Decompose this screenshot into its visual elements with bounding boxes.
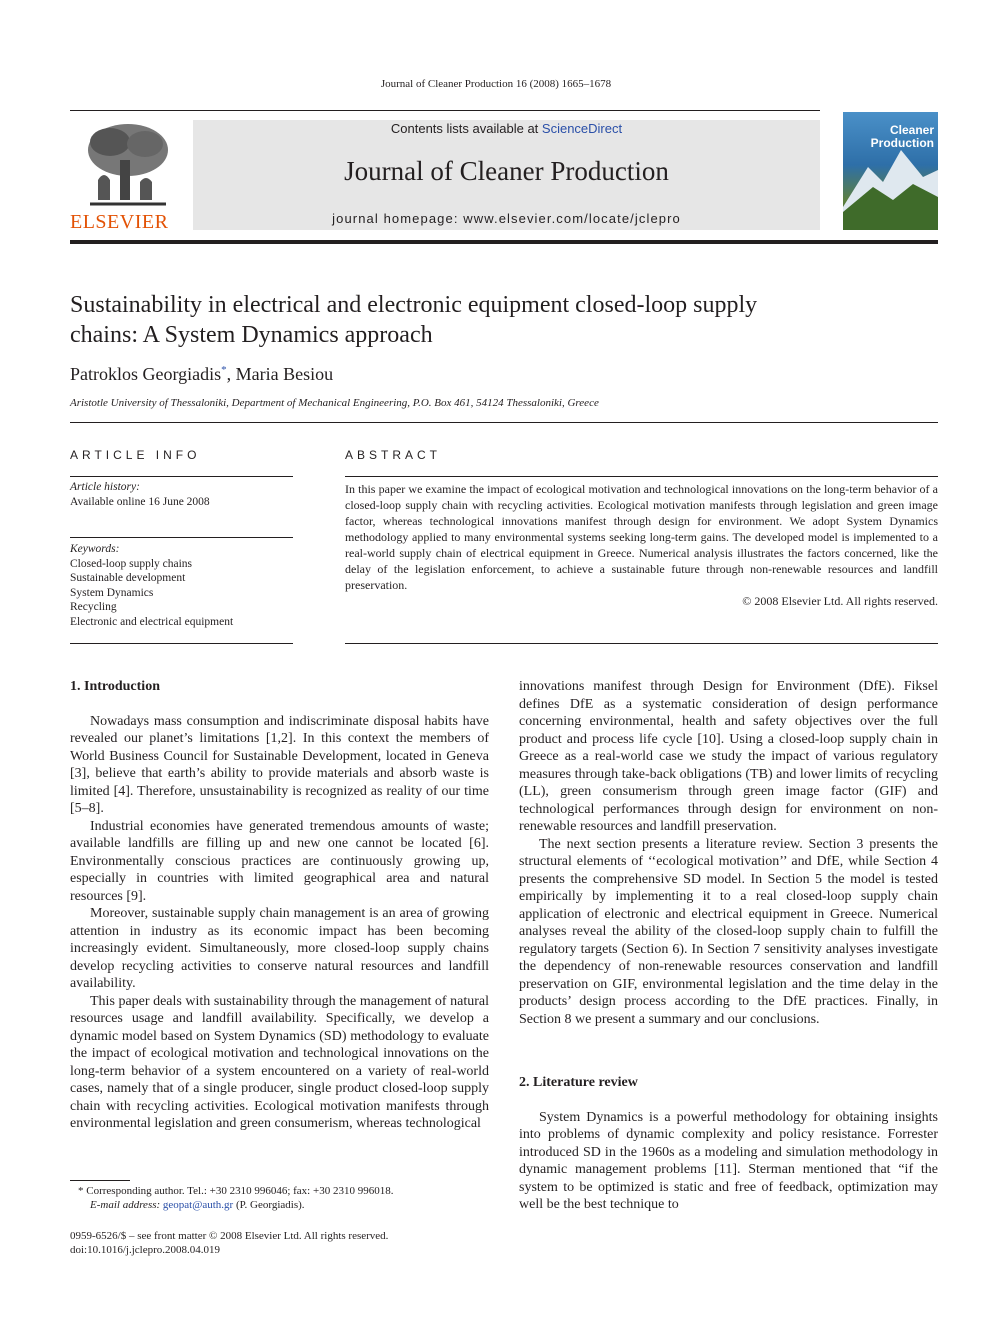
email-label: E-mail address: [90, 1199, 161, 1211]
section-heading-introduction: 1. Introduction [70, 679, 160, 694]
abstract-copyright: © 2008 Elsevier Ltd. All rights reserved. [742, 594, 938, 608]
body-paragraph: innovations manifest through Design for Environment (DfE). Fiksel defines DfE as a systematic consideration of design performance concerning environmental, health and safety objectives over the full product and process life cycle [10]. Using a closed-loop supply chain in Greece as a real-world case we study the impact of various regulatory measures through take-back obligations (TB) and lower limits of recycling (LL), green consumerism through green image factor (GIF) and technological performances through design for environment on non-renewable resources and landfill preservation. [519, 679, 938, 834]
journal-title: Journal of Cleaner Production [344, 156, 669, 186]
section-heading-literature: 2. Literature review [519, 1075, 638, 1090]
right-column [519, 678, 938, 1028]
footnote-corresponding [78, 1184, 498, 1212]
keyword-item: Sustainable development [70, 572, 186, 584]
info-bottom-rule [70, 643, 293, 644]
author-name: , Maria Besiou [226, 364, 334, 384]
abstract-text: In this paper we examine the impact of ecological motivation and technological innovations on the long-term behavior of a closed-loop supply chain with recycling activities. Ecological motivation manifests through legislation and green image factor, whereas technological innovations manifest through design for environment. We adopt System Dynamics methodology applied to many environmental systems seeking long-term gains. The developed model is implemented to a real-world supply chain of electrical equipment in Greece. Numerical analysis illustrates the factors concerned, like the delay of the legislation enforcement, to achieve a sustainable future through non-renewable resources and landfill preservation. [345, 482, 938, 592]
front-matter [70, 1229, 490, 1257]
elsevier-tree-icon [70, 120, 180, 210]
article-history [70, 480, 293, 509]
literature-section [519, 1074, 938, 1214]
contents-line [193, 121, 820, 136]
abstract-rule [345, 476, 938, 477]
keyword-item: Electronic and electrical equipment [70, 615, 234, 628]
journal-homepage[interactable]: journal homepage: www.elsevier.com/locate/jclepro [332, 211, 681, 226]
keywords-block [70, 542, 293, 629]
body-paragraph: System Dynamics is a powerful methodology for obtaining insights into problems of dynamic complexity and policy resistance. Forrester introduced SD in the 1960s as a modeling and simulation methodology in dynamic management problems [11]. Sterman mentioned that “if the system to be optimized is static and free of feedback, optimization may well be the best technique to [519, 1109, 938, 1212]
abstract-bottom-rule [345, 643, 938, 644]
keywords-rule [70, 537, 293, 538]
history-label: Article history: [70, 481, 140, 493]
article-title [70, 290, 870, 350]
body-paragraph: This paper deals with sustainability through the management of natural resources usage and landfill availability. Specifically, we develop a dynamic model based on System Dynamics (SD) methodology to evaluate the impact of ecological motivation and technological innovations on the long-term behavior of a system encountered on a variety of real-world cases, namely that of a single producer, single product closed-loop supply chain with recycling activities. Ecological motivation manifests through environmental legislation and green consumerism, whereas technological [70, 993, 489, 1131]
email-link[interactable]: geopat@auth.gr [162, 1199, 234, 1211]
body-paragraph: The next section presents a literature review. Section 3 presents the structural elements of ‘‘ecological motivation’’ and DfE, while Section 4 presents the comprehensive SD model. In Section 5 the model is tested empirically by implementing it to a real closed-loop supply chain application of electronic and electrical equipment in Greece. Numerical analyses reveal the ability of the closed-loop supply chain to fulfill the regulatory targets (Section 6). In Section 7 sensitivity analyses investigate the dependency of non-renewable resources conservation and landfill preservation on GIF, environmental legislation and the time delay in the products’ design process according to the DfE practices. Finally, in Section 8 we present a summary and our conclusions. [519, 836, 938, 1027]
email-line [78, 1198, 498, 1212]
email-suffix: (P. Georgiadis). [233, 1199, 305, 1211]
header-rule [70, 110, 820, 111]
elsevier-wordmark: ELSEVIER [70, 211, 169, 233]
body-paragraph: Nowadays mass consumption and indiscriminate disposal habits have revealed our planet’s limitations [1,2]. In this context the members of World Business Council for Sustainable Development, located in Geneva [3], believe that earth’s ability to provide materials and absorb waste is limited [4]. Therefore, unsustainability is recognized as reality of our time [5–8]. [70, 713, 489, 816]
journal-cover-image[interactable] [843, 112, 938, 230]
footnote-rule [70, 1180, 130, 1181]
elsevier-logo[interactable] [70, 120, 180, 232]
keyword-item: System Dynamics [70, 586, 154, 599]
header-thick-rule [70, 240, 938, 244]
author-list [70, 364, 333, 385]
affiliation: Aristotle University of Thessaloniki, Department of Mechanical Engineering, P.O. Box 461, 54124 Thessaloniki, Greece [70, 397, 599, 409]
keyword-item: Closed-loop supply chains [70, 557, 193, 570]
keyword-item: Recycling [70, 601, 117, 613]
abstract [345, 481, 938, 609]
body-paragraph: Moreover, sustainable supply chain management is an area of growing attention in industry as its economic impact has been becoming increasingly evident. Simultaneously, more closed-loop supply chains develop recycling activities to conserve natural resources and landfill availability. [70, 906, 489, 991]
sciencedirect-link[interactable]: ScienceDirect [541, 121, 623, 136]
article-title-line1: Sustainability in electrical and electronic equipment closed-loop supply [70, 292, 758, 318]
author-name: Patroklos Georgiadis [70, 364, 222, 384]
corresponding-note: * Corresponding author. Tel.: +30 2310 996046; fax: +30 2310 996018. [78, 1185, 394, 1197]
article-info-rule [70, 476, 293, 477]
journal-citation: Journal of Cleaner Production 16 (2008) 1665–1678 [380, 78, 612, 90]
corresponding-author-mark[interactable]: * [221, 364, 227, 376]
history-value: Available online 16 June 2008 [70, 495, 210, 508]
keywords-label: Keywords: [70, 543, 120, 555]
body-paragraph: Industrial economies have generated tremendous amounts of waste; available landfills are filling up and new one cannot be located [6]. Environmentally conscious practices are continuously growing up, especially in countries with limited geographical area and natural resources [9]. [70, 818, 489, 904]
contents-prefix: Contents lists available at [390, 121, 542, 136]
cover-title [871, 124, 934, 150]
article-title-line2: chains: A System Dynamics approach [70, 322, 433, 348]
title-rule [70, 422, 938, 423]
left-column [70, 678, 489, 1133]
cover-title-line1: Cleaner [889, 123, 934, 137]
article-info-heading: ARTICLE INFO [70, 448, 201, 462]
abstract-heading: ABSTRACT [345, 448, 442, 462]
issn-line: 0959-6526/$ – see front matter © 2008 Elsevier Ltd. All rights reserved. [70, 1230, 389, 1242]
doi-line[interactable]: doi:10.1016/j.jclepro.2008.04.019 [70, 1244, 221, 1256]
cover-title-line2: Production [870, 136, 934, 150]
